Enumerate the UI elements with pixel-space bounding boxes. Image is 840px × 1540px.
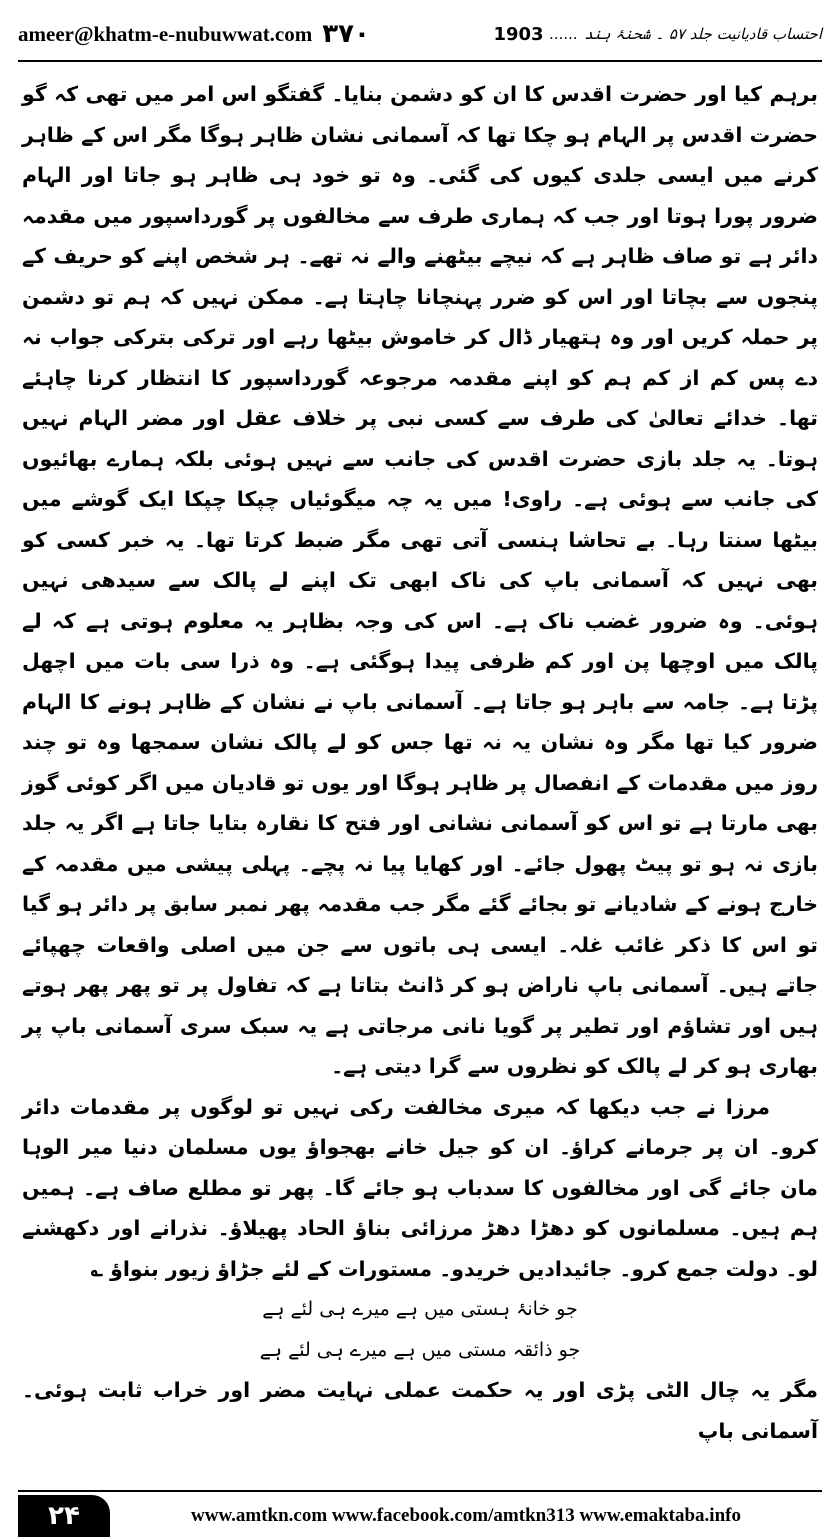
body-paragraph-1: برہم کیا اور حضرت اقدس کا ان کو دشمن بنایا۔ گفتگو اس امر میں تھی کہ گو حضرت اقدس پر الہام ہو چکا تھا کہ آسمانی نشان ظاہر ہوگا مگر اس کے ظاہر کرنے میں ایسی جلدی کیوں کی گئی۔ وہ تو خود ہی ظاہر ہو جاتا اور الہام ضرور پورا ہوتا اور جب کہ ہماری طرف سے مخالفوں پر گورداسپور میں مقدمہ دائر ہے تو صاف ظاہر ہے کہ نیچے بیٹھنے والے نہ تھے۔ ہر شخص اپنے کو حریف کے پنجوں سے بچاتا اور اس کو ضرر پہنچانا چاہتا ہے۔ ممکن نہیں کہ ہم تو دشمن پر حملہ کریں اور وہ ہتھیار ڈال کر خاموش بیٹھا رہے اور ترکی بترکی جواب نہ دے پس کم از کم ہم کو اپنے مقدمہ مرجوعہ گورداسپور کا انتظار کرنا چاہئے تھا۔ خدائے تعالیٰ کی طرف سے کسی نبی پر خلاف عقل اور مضر الہام نہیں ہوتا۔ یہ جلد بازی حضرت اقدس کی جانب سے نہیں ہوئی بلکہ ہمارے بھائیوں کی جانب سے ہوئی ہے۔ راوی! میں یہ چہ میگوئیاں چپکا چپکا ایک گوشے میں بیٹھا سنتا رہا۔ بے تحاشا ہنسی آتی تھی مگر ضبط کرتا تھا۔ یہ خبر کسی کو بھی نہیں کہ آسمانی باپ کی ناک ابھی تک اپنے لے پالک سے سیدھی نہیں ہوئی۔ وہ ضرور غضب ناک ہے۔ اس کی وجہ بظاہر یہ معلوم ہوتی ہے کہ لے پالک میں اوچھا پن اور کم ظرفی پیدا ہوگئی ہے۔ وہ ذرا سی بات میں اچھل پڑتا ہے۔ جامہ سے باہر ہو جاتا ہے۔ آسمانی باپ نے نشان کے ظاہر ہونے کا الہام ضرور کیا تھا مگر وہ نشان یہ نہ تھا جس کو لے پالک نشان سمجھا وہ تو چند روز میں مقدمات کے انفصال پر ظاہر ہوگا اور یوں تو قادیان میں اگر کوئی گوز بھی مارتا ہے تو اس کو آسمانی نشانی اور فتح کا نقارہ بتایا جاتا ہے اگر یہ جلد بازی نہ ہو تو پیٹ پھول جائے۔ اور کھایا پیا نہ پچے۔ پہلی پیشی میں مقدمہ کے خارج ہونے کے شادیانے تو بجائے گئے مگر جب مقدمہ پھر نمبر سابق پر دائر ہو گیا تو اس کا ذکر غائب غلہ۔ ایسی ہی باتوں سے جن میں اصلی واقعات چھپائے جاتے ہیں۔ آسمانی باپ ناراض ہو کر ڈانٹ بتاتا ہے کہ تفاول پر تو پھر پھر ہوتے ہیں اور تشاؤم اور تطیر پر گویا نانی مرجاتی ہے یہ سبک سری آسمانی باپ پر بھاری ہو کر لے پالک کو نظروں سے گرا دیتی ہے۔: [22, 82, 818, 1078]
header-divider: [18, 60, 822, 62]
footer-links[interactable]: www.amtkn.com www.facebook.com/amtkn313 www.emaktaba.info: [191, 1505, 741, 1526]
body-paragraph-2: مرزا نے جب دیکھا کہ میری مخالفت رکی نہیں تو لوگوں پر مقدمات دائر کرو۔ ان پر جرمانے کراؤ۔ ان کو جیل خانے بھجواؤ یوں مسلمان دنیا میر الوہا مان جائے گی اور مخالفوں کا سدباب ہو جائے گا۔ پھر تو مطلع صاف ہے۔ ہمیں ہم ہیں۔ مسلمانوں کو دھڑا دھڑ مرزائی بناؤ الحاد پھیلاؤ۔ نذرانے اور دکھشنے لو۔ دولت جمع کرو۔ جائیدادیں خریدو۔ مستورات کے لئے جڑاؤ زیور بنواؤ ؎: [22, 1094, 818, 1281]
header-dots: ......: [549, 25, 579, 43]
page-footer: [18, 1494, 822, 1538]
header-year: 1903: [493, 23, 544, 45]
footer-divider: [18, 1490, 822, 1492]
body-closing-line: مگر یہ چال الٹی پڑی اور یہ حکمت عملی نہایت مضر اور خراب ثابت ہوئی۔ آسمانی باپ: [22, 1378, 818, 1443]
header-page-number: ۳۷۰: [322, 19, 370, 49]
page-body: [22, 74, 818, 1451]
header-right: [493, 24, 822, 45]
header-title: احتساب قادیانیت جلد ۵۷ ۔ شحنۂ ہند: [584, 25, 822, 43]
verse-line-1: جو خانۂ ہستی میں ہے میرے ہی لئے ہے: [262, 1298, 578, 1320]
page-header: [18, 10, 822, 58]
header-email[interactable]: ameer@khatm-e-nubuwwat.com: [18, 21, 313, 46]
footer-page-number: ۲۴: [18, 1495, 110, 1537]
header-left: [18, 19, 370, 49]
verse-line-2: جو ذائقہ مستی میں ہے میرے ہی لئے ہے: [259, 1338, 581, 1361]
